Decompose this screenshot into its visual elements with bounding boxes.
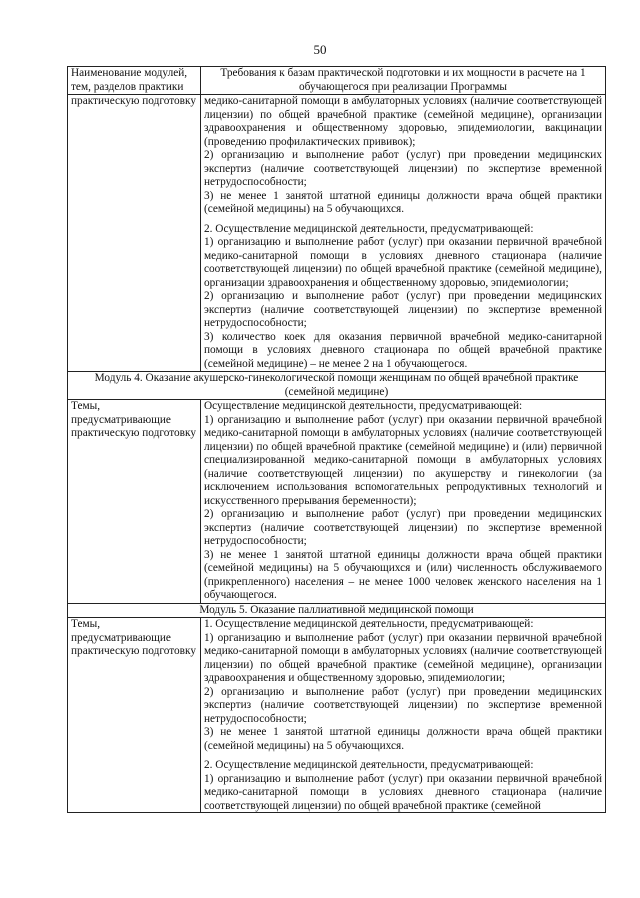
table-header-row <box>68 67 606 95</box>
requirement-line: 3) не менее 1 занятой штатной единицы должности врача общей практики (семейной медицины) на 5 обучающихся и (или) численность обслуживаемого (прикрепленного) населения – не менее 1000 человек женского населения на 1 обучающегося. <box>204 548 602 601</box>
requirement-block <box>204 400 602 603</box>
requirement-block <box>204 759 602 812</box>
row-left-label: Темы, предусматривающие практическую подготовку <box>68 400 201 604</box>
requirement-line: 2) организацию и выполнение работ (услуг) при проведении медицинских экспертиз (наличие соответствующей лицензии) по экспертизе временной нетрудоспособности; <box>204 290 602 329</box>
requirement-line: 1) организацию и выполнение работ (услуг) при оказании первичной врачебной медико-санитарной помощи в условиях дневного стационара (наличие соответствующей лицензии) по общей врачебной практике (семейной медицине), организации здравоохранения и общественному здоровью, эпидемиологии; <box>204 236 602 289</box>
page-number: 50 <box>313 42 327 57</box>
row-left-label: Темы, предусматривающие практическую подготовку <box>68 618 201 813</box>
requirement-line: 3) не менее 1 занятой штатной единицы должности врача общей практики (семейной медицины) на 5 обучающихся. <box>204 189 602 215</box>
requirement-block <box>204 95 602 217</box>
requirement-line: Осуществление медицинской деятельности, предусматривающей: <box>204 400 523 412</box>
requirement-line: 3) количество коек для оказания первичной врачебной медико-санитарной помощи в условиях дневного стационара по общей врачебной практике (семейной медицине) – не менее 2 на 1 обучающегося. <box>204 330 602 370</box>
module-4-heading-row <box>68 372 606 400</box>
requirement-line: 1) организацию и выполнение работ (услуг) при оказании первичной врачебной медико-санитарной помощи в амбулаторных условиях (наличие соответствующей лицензии) по общей врачебной практике (семейной медицине) и (или) первичной специализированной медико-санитарной помощи в амбулаторных условиях (наличие соответствующей лицензии) по акушерству и гинекологии (за исключением использования вспомогательных репродуктивных технологий и искусственного прерывания беременности); <box>204 413 602 507</box>
row-requirements <box>201 95 606 372</box>
module-4-row <box>68 400 606 604</box>
requirement-line: 2) организацию и выполнение работ (услуг) при проведении медицинских экспертиз (наличие соответствующей лицензии) по экспертизе временной нетрудоспособности; <box>204 685 602 725</box>
requirement-line: 2. Осуществление медицинской деятельности, предусматривающей: <box>204 759 534 771</box>
row-left-label: практическую подготовку <box>68 95 201 372</box>
header-modules: Наименование модулей, тем, разделов практики <box>68 67 201 95</box>
requirement-block <box>204 223 602 372</box>
module-5-heading-row <box>68 603 606 618</box>
header-requirements: Требования к базам практической подготовки и их мощности в расчете на 1 обучающегося при реализации Программы <box>201 67 606 95</box>
requirement-line: медико-санитарной помощи в амбулаторных условиях (наличие соответствующей лицензии) по общей врачебной практике (семейной медицине), организации здравоохранения и общественному здоровью, эпидемиологии, вакцинации (проведению профилактических прививок); <box>204 95 602 148</box>
module-5-row <box>68 618 606 813</box>
requirement-line: 2) организацию и выполнение работ (услуг) при проведении медицинских экспертиз (наличие соответствующей лицензии) по экспертизе временной нетрудоспособности; <box>204 149 602 188</box>
module-4-title: Модуль 4. Оказание акушерско-гинекологической помощи женщинам по общей врачебной практике (семейной медицине) <box>68 372 606 400</box>
requirement-line: 1) организацию и выполнение работ (услуг) при оказании первичной врачебной медико-санитарной помощи в условиях дневного стационара (наличие соответствующей лицензии) по общей врачебной практике (семейной <box>204 772 602 812</box>
module-5-title: Модуль 5. Оказание паллиативной медицинской помощи <box>68 603 606 618</box>
requirement-line: 1. Осуществление медицинской деятельности, предусматривающей: <box>204 618 534 630</box>
requirement-line: 1) организацию и выполнение работ (услуг) при оказании первичной врачебной медико-санитарной помощи в амбулаторных условиях (наличие соответствующей лицензии) по общей врачебной практике (семейной медицине), организации здравоохранения и общественному здоровью, эпидемиологии; <box>204 631 602 684</box>
requirement-line: 2. Осуществление медицинской деятельности, предусматривающей: <box>204 222 534 235</box>
row-requirements <box>201 400 606 604</box>
row-requirements <box>201 618 606 813</box>
requirement-line: 3) не менее 1 занятой штатной единицы должности врача общей практики (семейной медицины) на 5 обучающихся. <box>204 726 602 752</box>
requirement-line: 2) организацию и выполнение работ (услуг) при проведении медицинских экспертиз (наличие соответствующей лицензии) по экспертизе временной нетрудоспособности; <box>204 508 602 547</box>
requirement-block <box>204 618 602 753</box>
requirements-table <box>67 66 606 813</box>
table-row-continued <box>68 95 606 372</box>
